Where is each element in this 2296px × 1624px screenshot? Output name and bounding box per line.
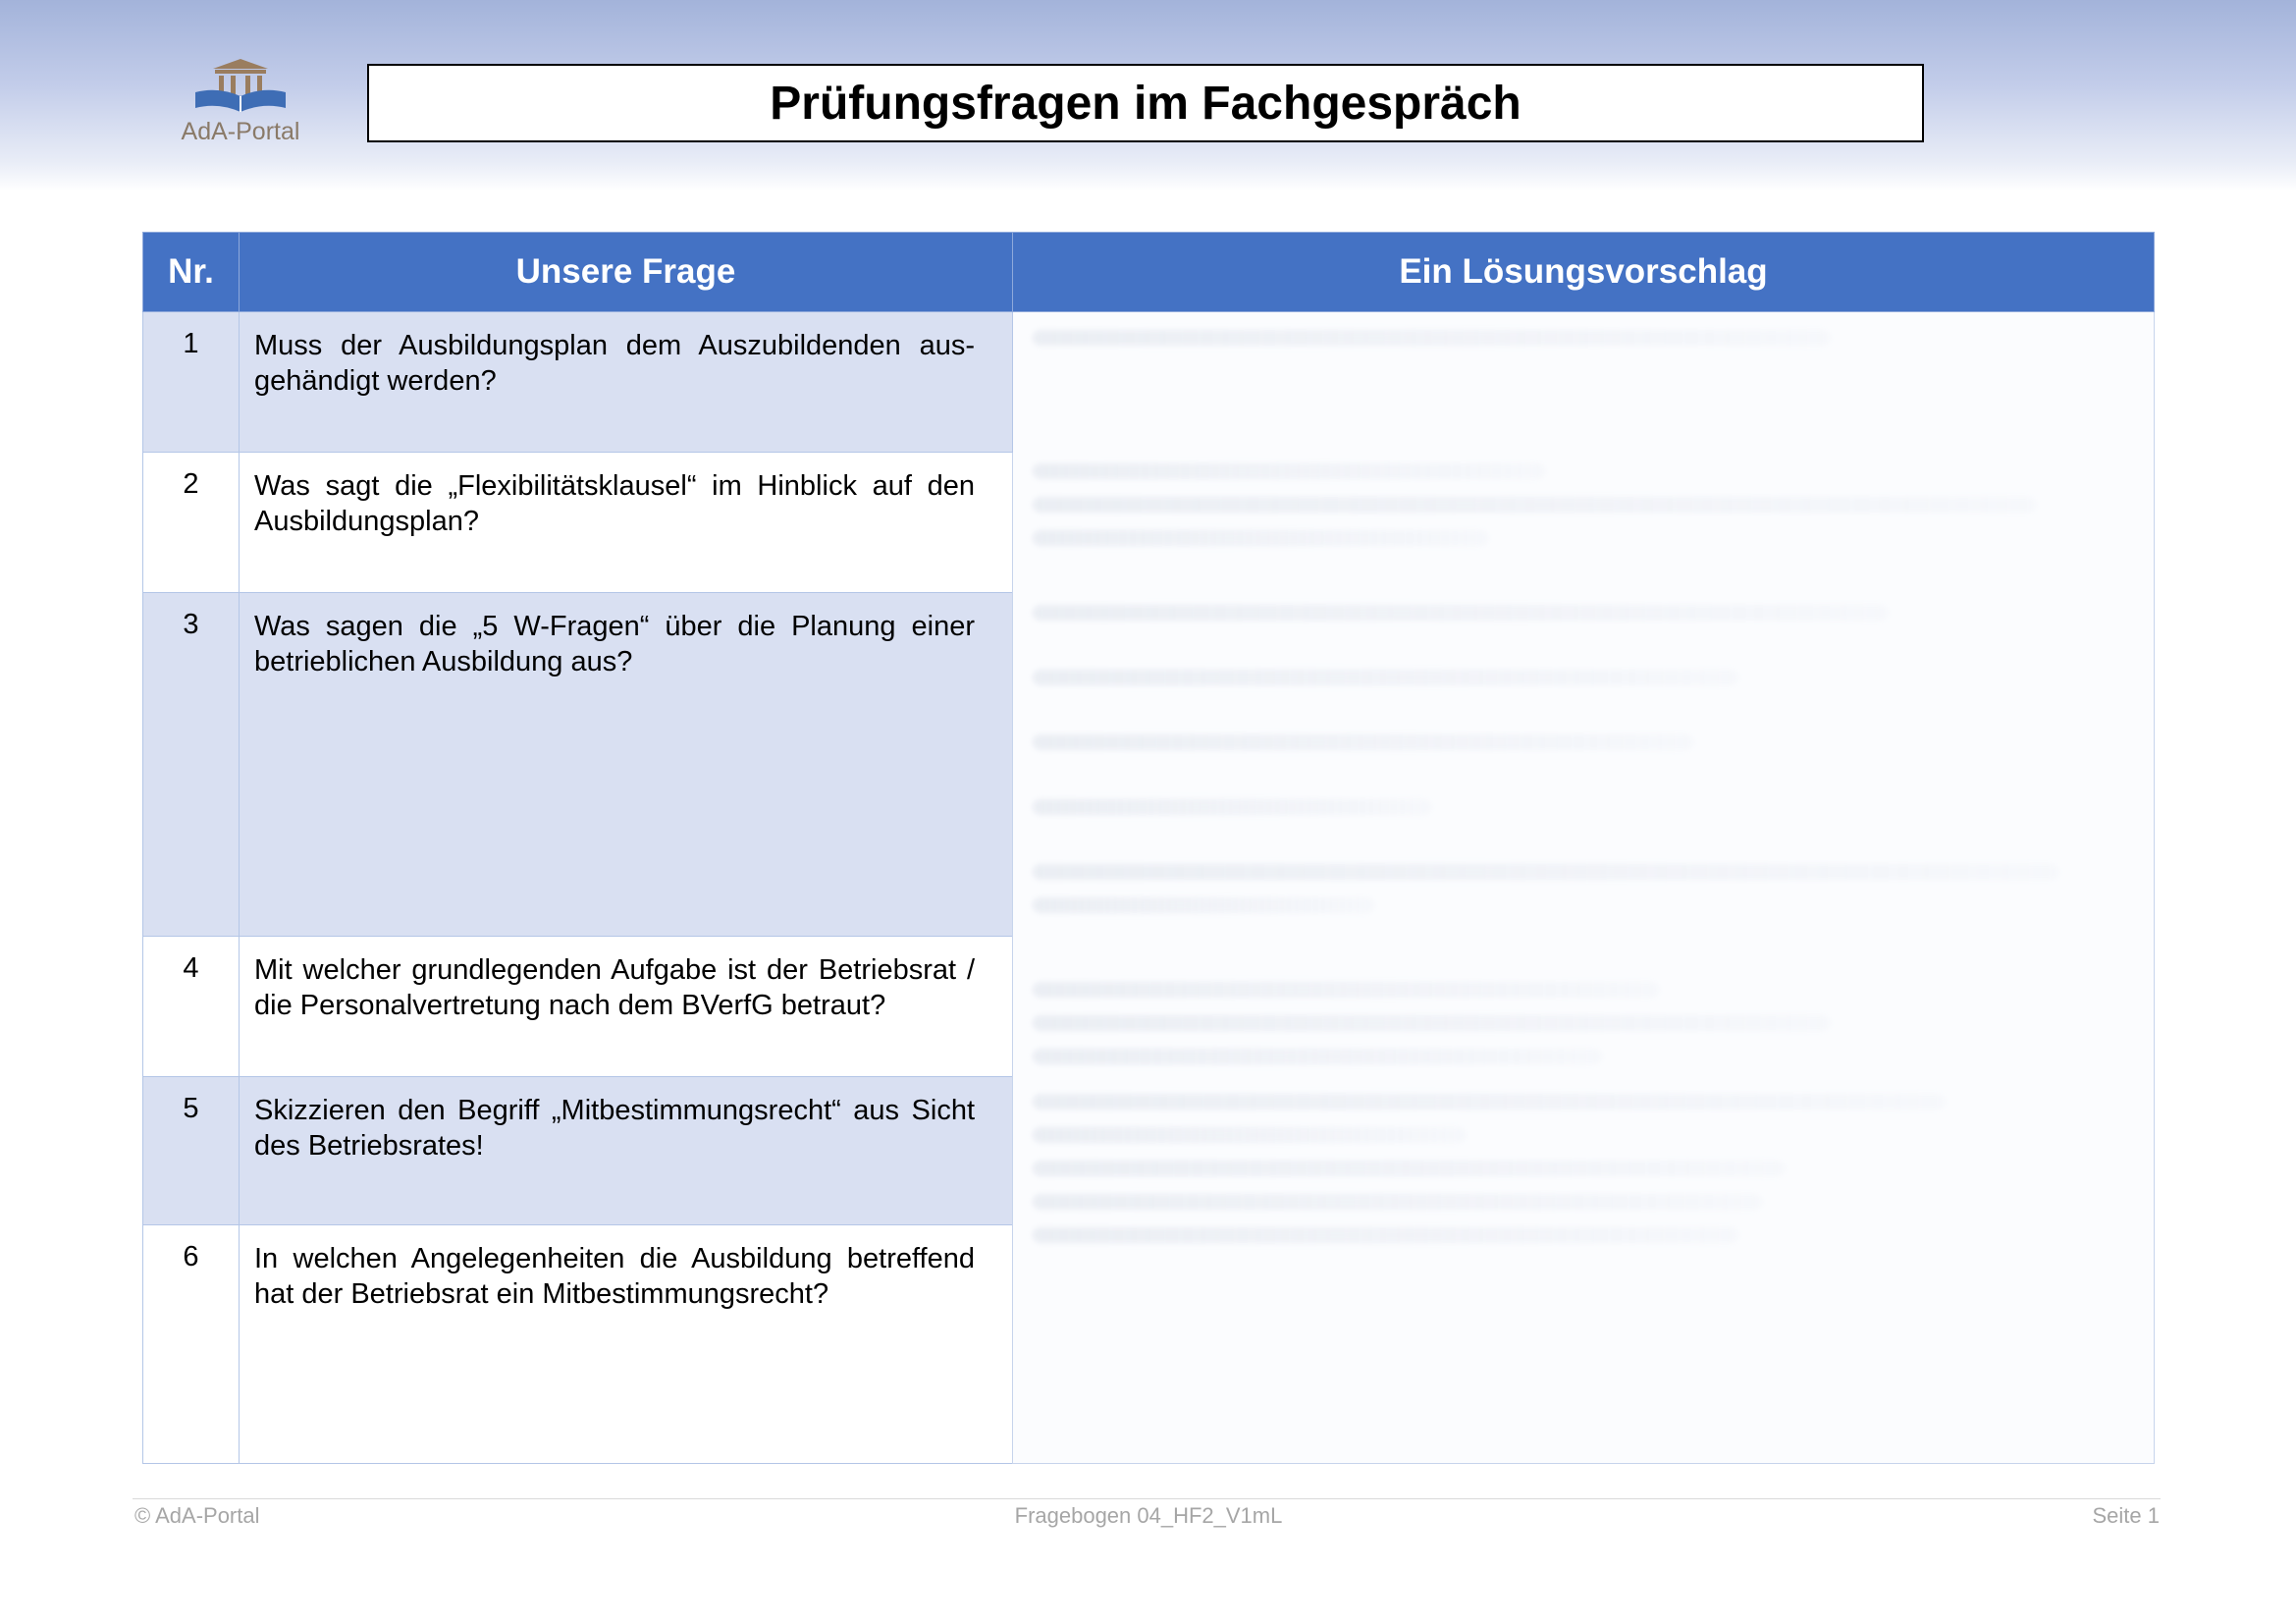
row-number: 6 (143, 1225, 240, 1464)
table-row (143, 312, 2155, 453)
blurred-answer-line (1033, 864, 2059, 880)
answer-blurred-area (1013, 312, 2155, 1464)
row-number: 3 (143, 593, 240, 937)
column-header-question: Unsere Frage (240, 233, 1013, 312)
blurred-answer-line (1033, 1049, 1603, 1064)
blurred-answer-line (1033, 897, 1375, 913)
blurred-answer-line (1033, 1161, 1786, 1176)
question-text: Was sagen die „5 W-Fragen“ über die Planung einer betrieblichen Ausbildung aus? (240, 593, 1013, 937)
blurred-answer-line (1033, 605, 1889, 621)
questions-table (142, 232, 2155, 1464)
page-title: Prüfungsfragen im Fachgespräch (367, 64, 1924, 142)
row-number: 5 (143, 1077, 240, 1225)
blurred-answer-line (1033, 1127, 1467, 1143)
blurred-answer-line (1033, 1194, 1763, 1210)
question-text: Muss der Ausbildungsplan dem Auszubildenden aus-gehändigt werden? (240, 312, 1013, 453)
question-text: Skizzieren den Begriff „Mitbestimmungsrecht“ aus Sicht des Betriebsrates! (240, 1077, 1013, 1225)
column-header-answer: Ein Lösungsvorschlag (1013, 233, 2155, 312)
row-number: 2 (143, 453, 240, 593)
blurred-answer-line (1033, 799, 1432, 815)
blurred-answer-line (1033, 1015, 1831, 1031)
row-number: 1 (143, 312, 240, 453)
blurred-answer-line (1033, 670, 1739, 685)
blurred-answer-line (1033, 497, 2037, 513)
blurred-answer-line (1033, 982, 1660, 998)
question-text: Was sagt die „Flexibilitätsklausel“ im Hinblick auf den Ausbildungsplan? (240, 453, 1013, 593)
ada-portal-logo (147, 57, 334, 155)
book-temple-icon (193, 57, 288, 118)
footer-document-id: Fragebogen 04_HF2_V1mL (1014, 1503, 1283, 1528)
footer-copyright: © AdA-Portal (134, 1503, 260, 1528)
blurred-answer-line (1033, 330, 1831, 346)
blurred-answer-line (1033, 1094, 1946, 1110)
footer-divider (133, 1498, 2161, 1499)
footer-page-number: Seite 1 (2092, 1503, 2160, 1528)
blurred-answer-line (1033, 1227, 1739, 1243)
column-header-nr: Nr. (143, 233, 240, 312)
question-text: Mit welcher grundlegenden Aufgabe ist der Betriebsrat / die Personalvertretung nach dem BVerfG betraut? (240, 937, 1013, 1077)
logo-text: AdA-Portal (181, 118, 300, 145)
row-number: 4 (143, 937, 240, 1077)
blurred-answer-line (1033, 463, 1546, 479)
table-header-row (143, 233, 2155, 312)
blurred-answer-line (1033, 530, 1489, 546)
question-text: In welchen Angelegenheiten die Ausbildung betreffend hat der Betriebsrat ein Mitbestimmungsrecht? (240, 1225, 1013, 1464)
blurred-answer-line (1033, 734, 1694, 750)
